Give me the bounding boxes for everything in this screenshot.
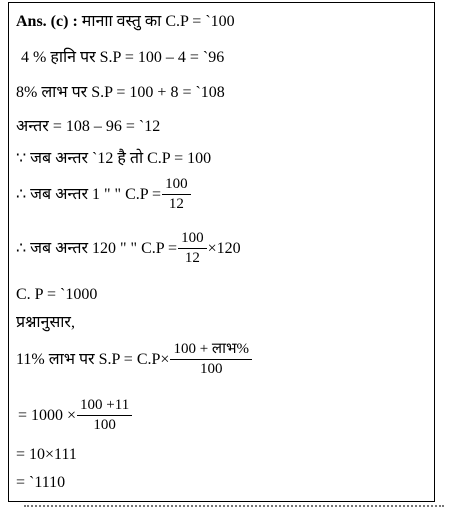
next-question-cutoff: [24, 505, 444, 515]
line-120-diff: [16, 229, 241, 268]
fraction: [170, 340, 252, 379]
line-product: = 10×111: [16, 446, 77, 463]
line-final: = `1110: [16, 474, 66, 491]
fraction: [178, 229, 207, 268]
line-assume: [16, 12, 235, 32]
fraction: [162, 175, 191, 214]
answer-label: Ans. (c) :: [16, 13, 78, 30]
unit-diff-text: ∴ जब अन्तर 1 " " C.P =: [16, 185, 162, 203]
line-cp-result: C. P = `1000: [16, 286, 98, 303]
sp-formula-text: 11% लाभ पर S.P = C.P×: [16, 350, 170, 368]
line-profit: 8% लाभ पर S.P = 100 + 8 = `108: [16, 84, 225, 101]
fraction-numerator: 100 + लाभ%: [170, 340, 252, 360]
fraction-numerator: 100 +11: [77, 396, 132, 416]
fraction-denominator: 100: [199, 361, 223, 377]
fraction: [77, 396, 132, 435]
answer-box: [8, 2, 435, 502]
line-loss: 4 % हानि पर S.P = 100 – 4 = `96: [21, 49, 225, 66]
line-unit-diff: [16, 175, 192, 214]
assume-text: मानाा वस्तु का C.P = `100: [81, 13, 235, 30]
line-difference: अन्तर = 108 – 96 = `12: [16, 118, 161, 135]
line-substitute: [18, 396, 133, 435]
fraction-denominator: 12: [184, 250, 200, 266]
fraction-denominator: 100: [93, 417, 116, 433]
fraction-numerator: 100: [162, 175, 191, 195]
line-since: ∵ जब अन्तर `12 है तो C.P = 100: [16, 150, 212, 167]
line-according: प्रश्नानुसार,: [16, 314, 75, 331]
diff-120-text: ∴ जब अन्तर 120 " " C.P =: [16, 239, 178, 257]
substitute-text: = 1000 ×: [18, 406, 77, 424]
fraction-numerator: 100: [178, 229, 207, 249]
fraction-denominator: 12: [168, 196, 184, 212]
line-sp-formula: [16, 340, 253, 379]
multiply-text: ×120: [207, 239, 241, 257]
